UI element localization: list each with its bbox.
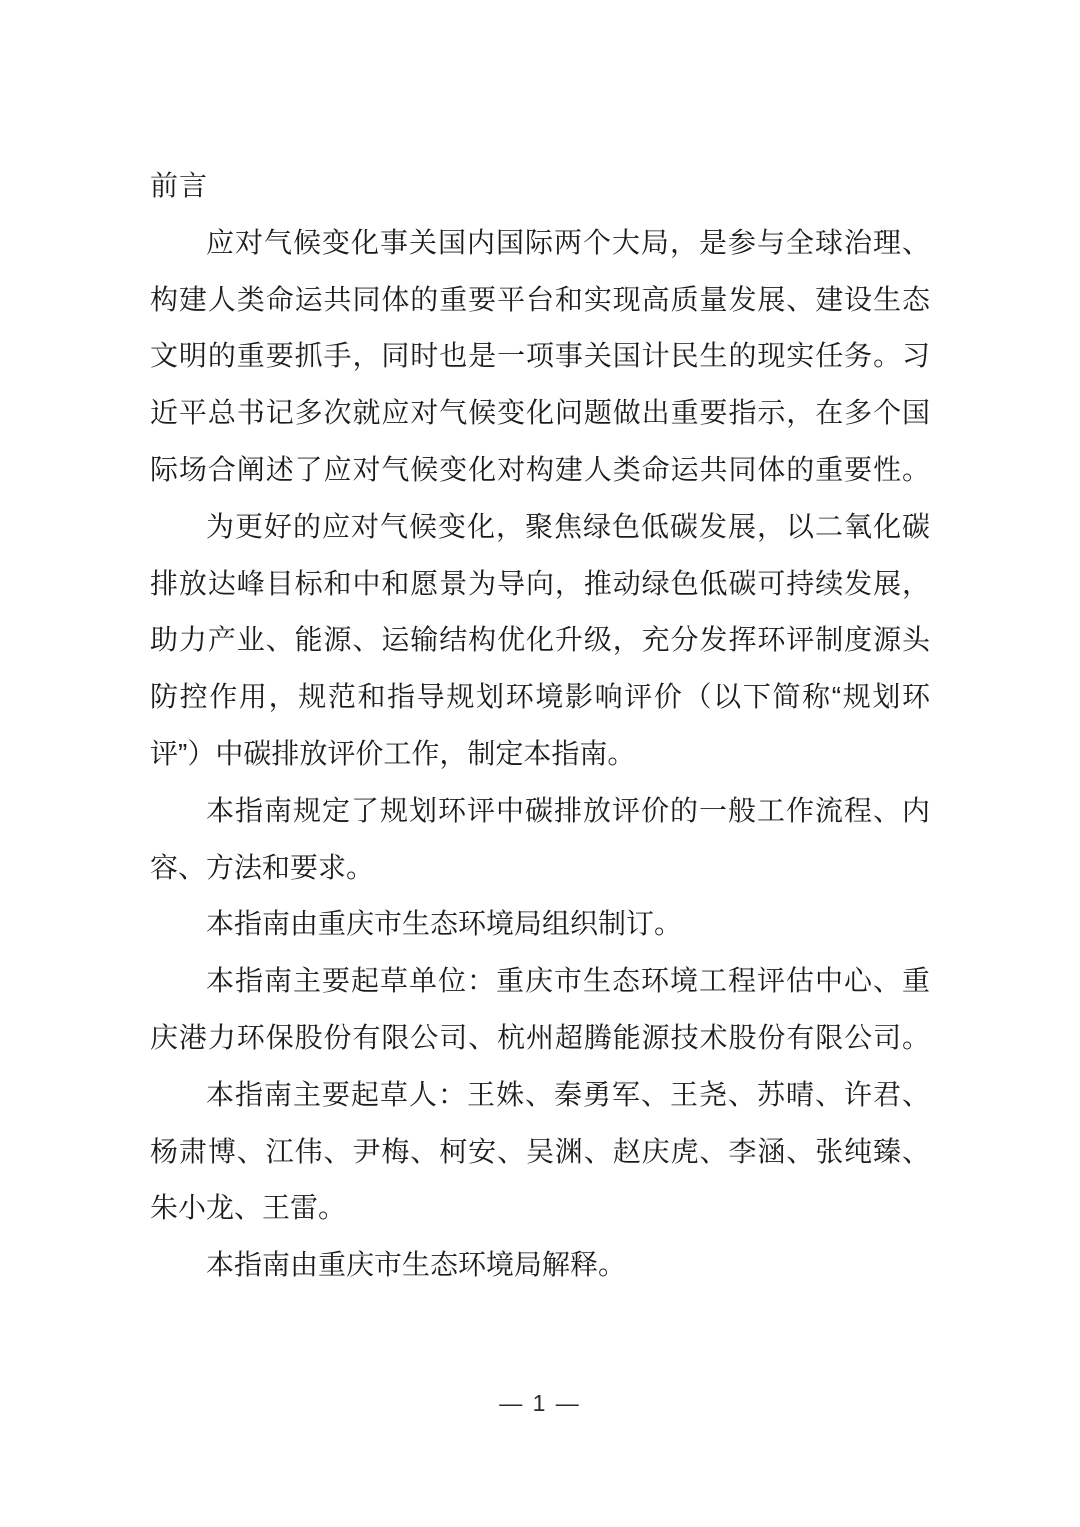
- page-number: — 1 —: [499, 1390, 581, 1416]
- text-line: 本指南主要起草人：王姝、秦勇军、王尧、苏晴、许君、: [206, 1078, 930, 1110]
- text-line: 本指南规定了规划环评中碳排放评价的一般工作流程、内: [206, 794, 930, 826]
- text-line: 助力产业、能源、运输结构优化升级，充分发挥环评制度源头: [150, 624, 930, 656]
- text-line: 防控作用，规范和指导规划环境影响评价（以下简称“规划环: [150, 681, 930, 713]
- text-line: 排放达峰目标和中和愿景为导向，推动绿色低碳可持续发展，: [150, 567, 930, 599]
- text-line: 庆港力环保股份有限公司、杭州超腾能源技术股份有限公司。: [150, 1021, 930, 1053]
- document-body: [150, 158, 930, 1294]
- text-line: 构建人类命运共同体的重要平台和实现高质量发展、建设生态: [150, 283, 930, 315]
- text-line: 应对气候变化事关国内国际两个大局，是参与全球治理、: [206, 226, 930, 258]
- text-line: 朱小龙、王雷。: [150, 1192, 347, 1224]
- text-line: 本指南由重庆市生态环境局组织制订。: [206, 908, 683, 940]
- paragraph-lines: [150, 215, 930, 1294]
- page-title: 前言: [150, 170, 209, 201]
- text-line: 评”）中碳排放评价工作，制定本指南。: [150, 737, 636, 769]
- text-line: 际场合阐述了应对气候变化对构建人类命运共同体的重要性。: [150, 453, 930, 485]
- text-line: 本指南主要起草单位：重庆市生态环境工程评估中心、重: [206, 965, 930, 997]
- text-line: 文明的重要抓手，同时也是一项事关国计民生的现实任务。习: [150, 340, 930, 372]
- text-line: 为更好的应对气候变化，聚焦绿色低碳发展，以二氧化碳: [206, 510, 930, 542]
- text-line: 本指南由重庆市生态环境局解释。: [206, 1249, 627, 1281]
- text-line: 杨肃博、江伟、尹梅、柯安、吴渊、赵庆虎、李涵、张纯臻、: [150, 1135, 930, 1167]
- text-line: 近平总书记多次就应对气候变化问题做出重要指示，在多个国: [150, 397, 930, 429]
- text-line: 容、方法和要求。: [150, 851, 375, 883]
